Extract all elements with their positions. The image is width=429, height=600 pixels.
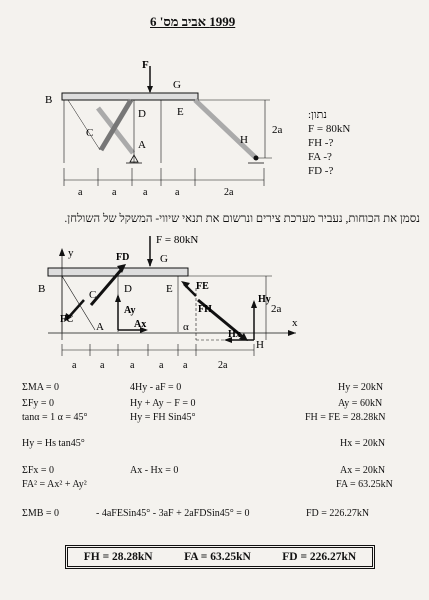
eq-left-3: tanα = 1 α = 45° bbox=[22, 412, 88, 423]
eq-right-6: FA = 63.25kN bbox=[336, 479, 393, 490]
fig1-dim-3: a bbox=[143, 187, 148, 198]
given-line: FD -? bbox=[308, 165, 334, 177]
eq-right-1: Hy = 20kN bbox=[338, 382, 384, 393]
fig2-label-B: B bbox=[38, 283, 46, 295]
fig1-label-F: F bbox=[142, 59, 149, 71]
fig2-dim-1: a bbox=[72, 360, 77, 371]
fig2-label-alpha: α bbox=[183, 321, 189, 333]
fig1-label-G: G bbox=[173, 79, 181, 91]
fig1-label-D: D bbox=[138, 108, 146, 120]
answer-fa: FA = 63.25kN bbox=[184, 551, 251, 563]
fig2-dim-3: a bbox=[130, 360, 135, 371]
fig1-dim-1: a bbox=[78, 187, 83, 198]
fig2-dim-4: a bbox=[159, 360, 164, 371]
eq-right-5: Ax = 20kN bbox=[340, 465, 386, 476]
eq-mid-7: - 4aFESin45° - 3aF + 2aFDSin45° = 0 bbox=[96, 508, 250, 519]
page-title: 1999 אביב מס' 6 bbox=[150, 14, 236, 29]
fig2-force-label: F = 80kN bbox=[156, 234, 199, 246]
fig1-label-E: E bbox=[177, 106, 184, 118]
fig1-label-B: B bbox=[45, 94, 53, 106]
answer-fd: FD = 226.27kN bbox=[282, 551, 357, 563]
fig2-label-E: E bbox=[166, 283, 173, 295]
given-line: FH -? bbox=[308, 137, 334, 149]
fig2-label-Ax: Ax bbox=[134, 319, 147, 330]
fig1-label-H: H bbox=[240, 134, 248, 146]
fig1-dim-2: a bbox=[112, 187, 117, 198]
eq-mid-5: Ax - Hx = 0 bbox=[130, 465, 179, 476]
fig2-label-FE: FE bbox=[196, 281, 209, 292]
fig2-label-Hy: Hy bbox=[258, 294, 271, 305]
given-line: F = 80kN bbox=[308, 123, 351, 135]
given-line: FA -? bbox=[308, 151, 332, 163]
eq-left-7: ΣMB = 0 bbox=[22, 508, 60, 519]
eq-right-7: FD = 226.27kN bbox=[306, 508, 370, 519]
fig1-dim-5: 2a bbox=[224, 187, 234, 198]
fig1-label-C: C bbox=[86, 127, 94, 139]
fig2-label-FC: FC bbox=[60, 314, 74, 325]
fig2-label-FD: FD bbox=[116, 252, 130, 263]
fig2-dim-6: 2a bbox=[218, 360, 228, 371]
fig2-label-FH: FH bbox=[198, 304, 212, 315]
eq-mid-3: Hy = FH Sin45° bbox=[130, 412, 196, 423]
fig1-height-dim: 2a bbox=[272, 124, 283, 136]
eq-right-3: FH = FE = 28.28kN bbox=[305, 412, 386, 423]
fig2-dim-5: a bbox=[183, 360, 188, 371]
eq-right-4: Hx = 20kN bbox=[340, 438, 386, 449]
fig2-label-D: D bbox=[124, 283, 132, 295]
eq-left-1: ΣMA = 0 bbox=[22, 382, 60, 393]
answers-box bbox=[65, 545, 375, 569]
fig2-label-Hx: Hx bbox=[228, 329, 241, 340]
fig2-label-y: y bbox=[68, 247, 74, 259]
eq-left-2: ΣFy = 0 bbox=[22, 398, 55, 409]
answer-fh: FH = 28.28kN bbox=[83, 551, 153, 563]
fig2-height-dim: 2a bbox=[271, 303, 282, 315]
fig2-dim-2: a bbox=[100, 360, 105, 371]
instruction-text: נסמן את הכוחות, נעביר מערכת צירים ונרשום את תנאי שיווי- המשקל של השולחן. bbox=[64, 213, 420, 225]
fig2-label-A: A bbox=[96, 321, 104, 333]
eq-mid-2: Hy + Ay − F = 0 bbox=[130, 398, 196, 409]
fig2-label-H: H bbox=[256, 339, 264, 351]
eq-left-5: ΣFx = 0 bbox=[22, 465, 55, 476]
eq-left-4: Hy = Hs tan45° bbox=[22, 438, 85, 449]
fig2-label-C: C bbox=[89, 289, 97, 301]
fig2-label-Ay: Ay bbox=[124, 305, 136, 316]
fig2-label-G: G bbox=[160, 253, 168, 265]
eq-mid-1: 4Hy - aF = 0 bbox=[130, 382, 182, 393]
fig2-label-x: x bbox=[292, 317, 298, 329]
eq-left-6: FA² = Ax² + Ay² bbox=[22, 479, 87, 490]
fig1-dim-4: a bbox=[175, 187, 180, 198]
given-heading: נתון: bbox=[308, 109, 327, 121]
fig1-label-A: A bbox=[138, 139, 146, 151]
eq-right-2: Ay = 60kN bbox=[338, 398, 383, 409]
